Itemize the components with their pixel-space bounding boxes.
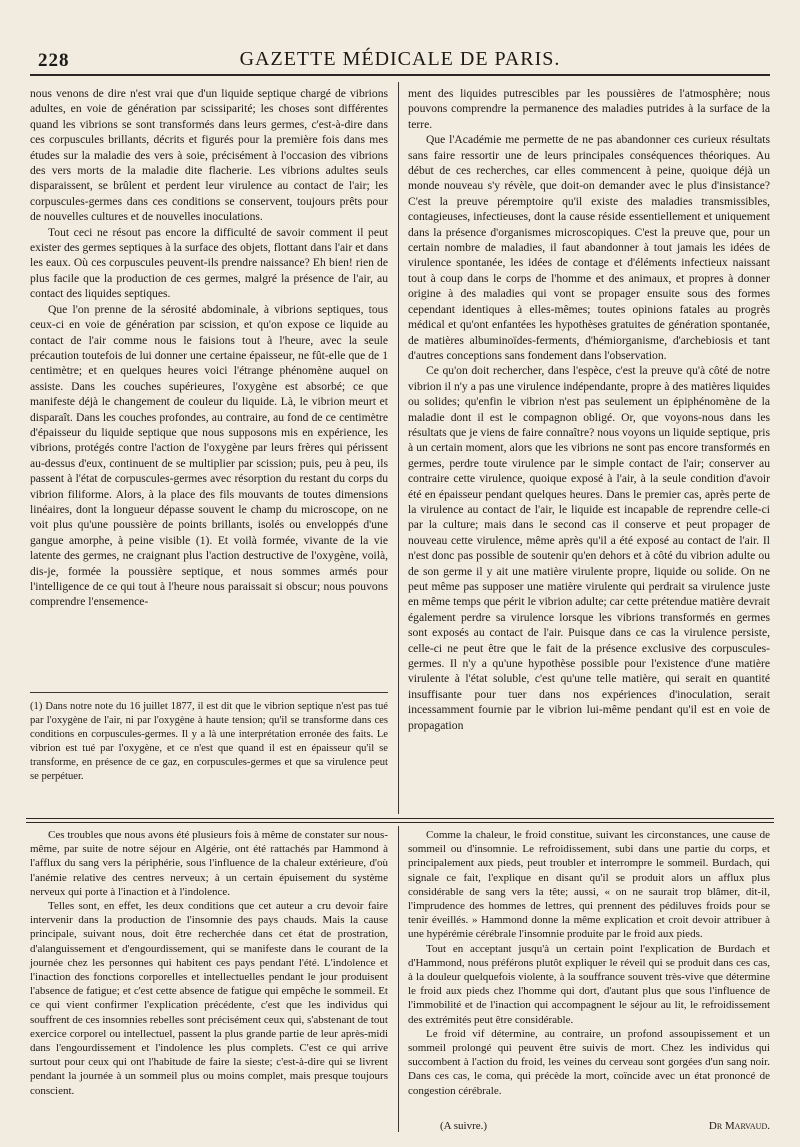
paragraph: Ces troubles que nous avons été plusieurs fois à même de constater sur nous-même, par suite de notre séjour en Algérie, ont été rattachés par Hammond à l'afflux du sang vers la périphérie, sous l'influence de la chaleur extérieure, d'où l'anémie relative des centres nerveux; à un certain épuisement du système nerveux qui porte à l'inaction et à l'indolence.: [30, 829, 388, 898]
page-header: [30, 44, 770, 76]
paragraph: Tout ceci ne résout pas encore la difficulté de savoir comment il peut exister des germes septiques à la surface des objets, flottant dans l'air et dans les eaux. Où ces corpuscules peuvent-ils prendre naissance? Eh bien! rien de plus facile que la production de ces germes, malgré la présence de l'air, au contact des liquides septiques.: [30, 225, 388, 301]
paragraph: ment des liquides putrescibles par les poussières de l'atmosphère; nous pouvons comprendre la permanence des maladies putrides à la surface de la terre.: [408, 87, 770, 131]
journal-title: GAZETTE MÉDICALE DE PARIS.: [239, 48, 561, 70]
page-number: 228: [38, 50, 70, 71]
column-divider: [398, 826, 399, 1132]
paragraph: Ce qu'on doit rechercher, dans l'espèce, c'est la preuve qu'à côté de notre vibrion il n'y a pas une virulence indépendante, propre à des matières liquides ou solides; qu'enfin le vibrion n'est pas seulement un épiphénomène de la maladie dont il est le compagnon obligé. Or, que voyons-nous dans les résultats que je viens de faire connaître? nous voyons un liquide septique, pris à un certain moment, alors que les vibrions ne sont pas encore transformés en germes, perdre toute virulence par le simple contact de l'air; conserver au contraire cette virulence, quoique exposé à l'air, à la seule condition d'avoir été en épaisseur pendant quelques heures. Dans le premier cas, après perte de la virulence au contact de l'air, le liquide est incapable de reprendre celle-ci par la culture; mais dans le second cas il conserve et peut propager de nouveau cette virulence, même après qu'il a été exposé au contact de l'air. Il n'est donc pas possible de soutenir qu'en dehors et à côté du vibrion adulte ou de son germe il y ait une matière virulente propre, liquide ou solide. On ne peut même pas supposer une matière virulente qui perdrait sa virulence juste en même temps que périt le vibrion adulte; car cette prétendue matière devrait également perdre sa virulence lorsque les vibrions transformés en germes sont exposés au contact de l'air. Puisque dans ce cas la virulence persiste, celle-ci ne peut être que le fait de la présence exclusive des corpuscules-germes. Il n'y a qu'une hypothèse possible pour l'existence d'une matière virulente à l'état soluble, c'est qu'une telle matière, qui serait en quantité insuffisante pour tuer dans nos expériences d'inoculation, serait incessamment fournie par le vibrion lui-même pendant qu'il est en voie de propagation: [408, 364, 770, 732]
paragraph: Que l'Académie me permette de ne pas abandonner ces curieux résultats sans faire ressortir une de leurs principales conséquences théoriques. Au début de ces recherches, car elles commencent à peine, quoique déjà un monde nouveau s'y révèle, que doit-on demander avec le plus d'insistance? C'est la preuve péremptoire qu'il existe des maladies transmissibles, contagieuses, infectieuses, dont la cause réside essentiellement et uniquement dans la présence d'organismes microscopiques. C'est la preuve que, pour un certain nombre de maladies, il faut abandonner à tout jamais les idées de virulence spontanée, les idées de contage et d'éléments infectieux naissant tout à coup dans le corps de l'homme et des animaux, et propres à donner origine à des maladies qui vont se propager ensuite sous des formes cependant identiques à elles-mêmes; toutes opinions fatales au progrès médical et qu'ont enfantées les hypothèses gratuites de génération spontanée, de matières albuminoïdes-ferments, d'hémiorganisme, d'archebiosis et tant d'autres conceptions sans fondement dans l'observation.: [408, 133, 770, 362]
bottom-left-column: [30, 828, 388, 1098]
left-column: [30, 86, 388, 610]
paragraph: Que l'on prenne de la sérosité abdominale, à vibrions septiques, tous ceux-ci en voie de génération par scission, et qu'on expose ce liquide au contact de l'air comme nous le faisions tout à l'heure, avec la seule précaution toutefois de lui donner une certaine épaisseur, ne fût-elle que de 1 centimètre; et en quelques heures voici l'étrange phénomène auquel on assiste. Dans les couches supérieures, l'oxygène est absorbé; ce que manifeste déjà le changement de couleur du liquide. Là, le vibrion meurt et disparaît. Dans les couches profondes, au contraire, au fond de ce centimètre d'épaisseur du liquide septique que nous supposons mis en expérience, les vibrions, protégés contre l'action de l'oxygène par leurs frères qui périssent au-dessus d'eux, continuent de se multiplier par scission; puis, peu à peu, ils passent à l'état de corpuscules-germes avec résorption du restant du corps du vibrion filiforme. Alors, à la place des fils mouvants de toutes dimensions linéaires, dont la longueur dépasse souvent le champ du microscope, on ne voit plus qu'une poussière de points brillants, isolés ou enveloppés d'une gangue amorphe, à peine visible (1). Et voilà formée, vivante de la vie latente des germes, ne craignant plus l'action destructive de l'oxygène, voilà, dis-je, formée la poussière septique, et nous sommes armés pour l'intelligence de ce qui tout à l'heure nous paraissait si obscur; nous pouvons comprendre l'ensemence-: [30, 302, 388, 609]
continuation-note: (A suivre.): [440, 1120, 488, 1132]
footnote-rule: [30, 692, 388, 693]
footnote-text: (1) Dans notre note du 16 juillet 1877, il est dit que le vibrion septique n'est pas tué par l'oxygène de l'air, ni par l'oxygène à haute tension; qu'il se transforme dans ces conditions en corpuscules-germes. Il y a là une interprétation erronée des faits. Le vibrion est tué par l'oxygène, et ce n'est que quand il est en épaisseur qu'il se transforme, en présence de ce gaz, en corpuscules-germes et que sa virulence peut se perpétuer.: [30, 701, 388, 782]
paragraph: nous venons de dire n'est vrai que d'un liquide septique chargé de vibrions adultes, en voie de génération par scissiparité; les choses sont différentes quand les vibrions se sont transformés dans leurs germes, c'est-à-dire dans ces corpuscules brillants, décrits et figurés pour la première fois dans mes études sur la maladie des vers à soie, précisément à l'occasion des vibrions des vers morts de la maladie dite flacherie. Les vibrions adultes seuls disparaissent, se brûlent et perdent leur virulence au contact de l'air; les corpuscules-germes dans ces conditions se conservent, toujours prêts pour de nouvelles cultures et de nouvelles inoculations.: [30, 87, 388, 224]
footnote: [30, 700, 388, 784]
paragraph: Telles sont, en effet, les deux conditions que cet auteur a cru devoir faire intervenir dans la production de l'insomnie des pays chauds. Mais la cause principale, suivant nous, doit être recherchée dans cet état de prostration, d'alanguissement et d'engourdissement, qui se manifeste dans le courant de la journée chez les personnes qui habitent ces pays pendant l'été. L'indolence et l'inaction des fonctions corporelles et intellectuelles pendant le jour produisent l'absence de fatigue; et c'est cette absence de fatigue qui empêche le sommeil. Et ce qui vient confirmer l'explication précédente, c'est que les individus qui souffrent de ces insomnies rebelles sont précisément ceux qui, s'abstenant de tout exercice corporel ou intellectuel, passent la plus grande partie de leur après-midi dans l'engourdissement et l'indolence les plus complets. C'est ce qui arrive surtout pour ceux qui ont l'habitude de faire la sieste; c'est-à-dire qui se livrent pendant la journée à un sommeil plus ou moins complet, mais presque toujours conscient.: [30, 900, 388, 1097]
column-divider: [398, 82, 399, 814]
author-signature: Dr Marvaud.: [708, 1120, 770, 1132]
paragraph: Tout en acceptant jusqu'à un certain point l'explication de Burdach et d'Hammond, nous préférons plutôt expliquer le réveil qui se produit dans ces cas, à la douleur quelquefois violente, à la souffrance souvent très-vive que détermine le froid aux pieds chez l'homme qui dort, d'autant plus que sous l'influence de l'immobilité et de l'inaction qui accompagnent le séjour au lit, le refroidissement des extrémités peut être considérable.: [408, 942, 770, 1026]
paragraph: Comme la chaleur, le froid constitue, suivant les circonstances, une cause de sommeil ou d'insomnie. Le refroidissement, subi dans une partie du corps, et principalement aux pieds, peut troubler et interrompre le sommeil. Burdach, qui signale ce fait, l'explique en disant qu'il se produit alors un afflux plus considérable de sang vers la tête; aussi, « on ne saurait trop blâmer, dit-il, l'imprudence des hommes de lettres, qui prennent des pédiluves froids pour se tenir éveillés. » Hammond donne la même explication et croit devoir attribuer à une hypérémie cérébrale l'insomnie produite par le froid aux pieds.: [408, 829, 770, 941]
right-column: [408, 86, 770, 733]
section-divider: [26, 818, 774, 823]
bottom-right-column: [408, 828, 770, 1098]
paragraph: Le froid vif détermine, au contraire, un profond assoupissement et un sommeil prolongé qui peuvent être suivis de mort. Chez les individus qui succombent à l'action du froid, les veines du cerveau sont gorgées d'un sang noir. Dans ces cas, le coma, qui précède la mort, coïncide avec un état prononcé de congestion cérébrale.: [408, 1027, 770, 1097]
